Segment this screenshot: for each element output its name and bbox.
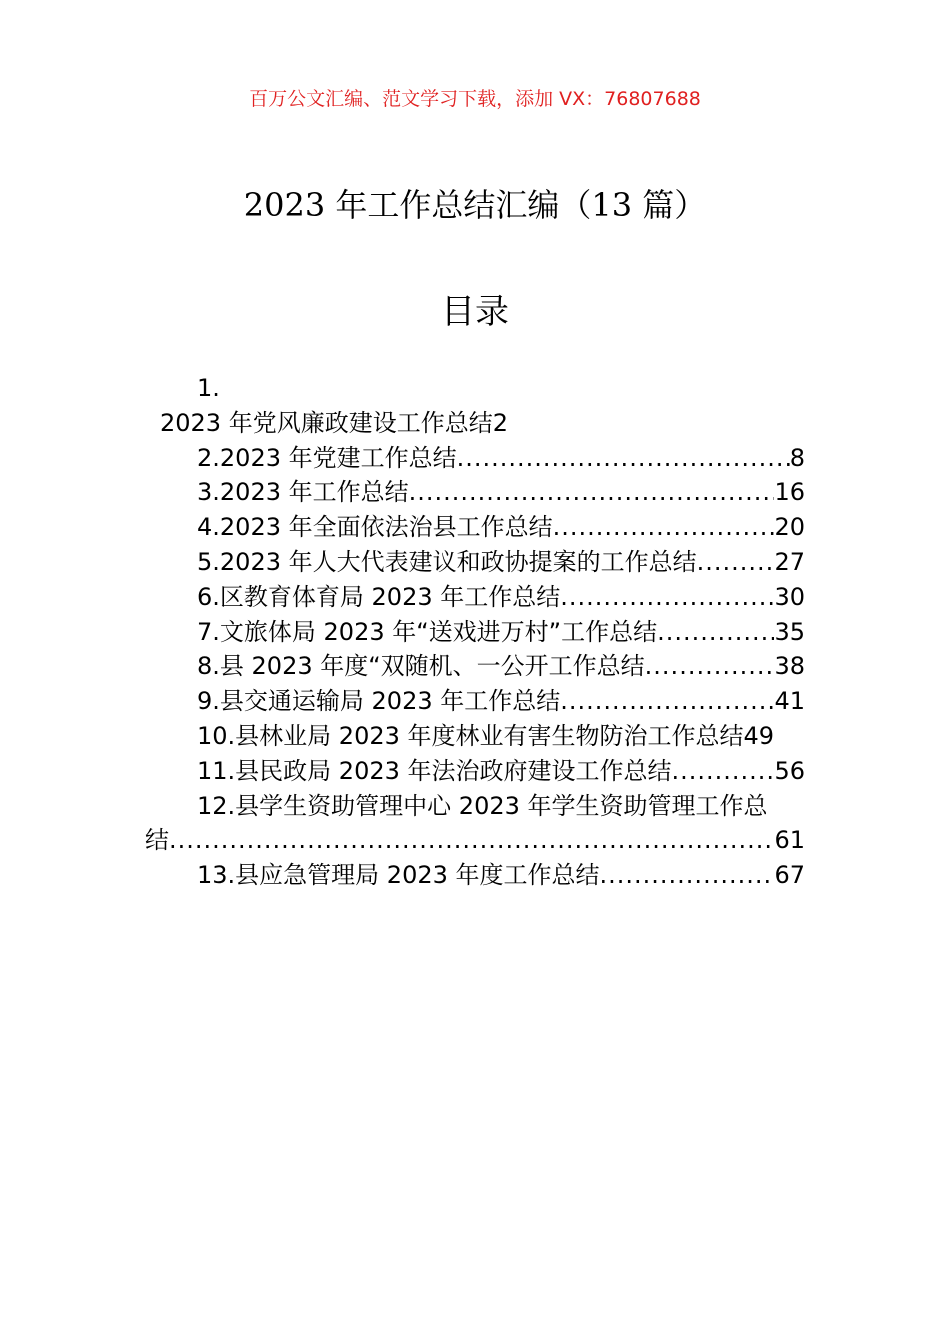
- toc-entry-text: 9.县交通运输局 2023 年工作总结: [197, 687, 561, 716]
- dot-leader: [657, 615, 774, 650]
- toc-entry-text: 11.县民政局 2023 年法治政府建设工作总结: [197, 756, 672, 785]
- table-of-contents: [145, 371, 805, 893]
- toc-entry-text: 4.2023 年全面依法治县工作总结: [197, 513, 553, 542]
- toc-entry-2[interactable]: [145, 441, 805, 476]
- toc-page-number: 61: [774, 826, 805, 855]
- toc-entry-5[interactable]: [145, 545, 805, 580]
- toc-entry-text: 1.: [197, 374, 220, 402]
- dot-leader: [672, 754, 775, 789]
- dot-leader: [169, 823, 774, 858]
- toc-page-number: 41: [774, 687, 805, 716]
- toc-page-number: 35: [774, 617, 805, 646]
- toc-heading: 目录: [441, 292, 509, 332]
- dot-leader: [409, 475, 775, 510]
- toc-entry-text: 5.2023 年人大代表建议和政协提案的工作总结: [197, 547, 697, 576]
- toc-page-number: 8: [789, 443, 805, 472]
- toc-entry-7[interactable]: [145, 615, 805, 650]
- dot-leader: [560, 684, 774, 719]
- toc-entry-1-line-2[interactable]: [145, 406, 805, 441]
- toc-entry-text: 3.2023 年工作总结: [197, 478, 409, 507]
- watermark-text: 百万公文汇编、范文学习下载，添加 VX：76807688: [249, 88, 701, 110]
- toc-page-number: 67: [774, 861, 805, 890]
- toc-entry-9[interactable]: [145, 684, 805, 719]
- toc-page-number: 27: [774, 547, 805, 576]
- dot-leader: [457, 441, 790, 476]
- toc-entry-11[interactable]: [145, 754, 805, 789]
- toc-entry-text: 7.文旅体局 2023 年“送戏进万村”工作总结: [197, 617, 658, 646]
- toc-entry-text: 2023 年党风廉政建设工作总结2: [160, 408, 508, 437]
- toc-entry-8[interactable]: [145, 649, 805, 684]
- toc-entry-12-line-1[interactable]: [145, 789, 805, 824]
- toc-entry-4[interactable]: [145, 510, 805, 545]
- dot-leader: [600, 858, 775, 893]
- toc-entry-6[interactable]: [145, 580, 805, 615]
- dot-leader: [560, 580, 774, 615]
- toc-entry-text: 13.县应急管理局 2023 年度工作总结: [197, 861, 600, 890]
- dot-leader: [697, 545, 775, 580]
- toc-entry-1-line-1[interactable]: [145, 371, 805, 406]
- toc-entry-10[interactable]: [145, 719, 805, 754]
- toc-entry-text: 12.县学生资助管理中心 2023 年学生资助管理工作总: [197, 791, 768, 820]
- toc-entry-12-line-2[interactable]: [145, 823, 805, 858]
- toc-page-number: 56: [774, 756, 805, 785]
- toc-entry-3[interactable]: [145, 475, 805, 510]
- toc-entry-text: 2.2023 年党建工作总结: [197, 443, 457, 472]
- dot-leader: [645, 649, 775, 684]
- toc-entry-text: 10.县林业局 2023 年度林业有害生物防治工作总结49: [197, 721, 775, 750]
- toc-entry-text: 8.县 2023 年度“双随机、一公开工作总结: [197, 652, 645, 681]
- document-title: 2023 年工作总结汇编（13 篇）: [243, 186, 707, 224]
- toc-page-number: 20: [774, 513, 805, 542]
- toc-page-number: 38: [774, 652, 805, 681]
- toc-page-number: 30: [774, 582, 805, 611]
- toc-entry-text: 6.区教育体育局 2023 年工作总结: [197, 582, 561, 611]
- dot-leader: [553, 510, 775, 545]
- toc-entry-13[interactable]: [145, 858, 805, 893]
- toc-entry-text-continued: 结: [145, 826, 169, 855]
- toc-page-number: 16: [774, 478, 805, 507]
